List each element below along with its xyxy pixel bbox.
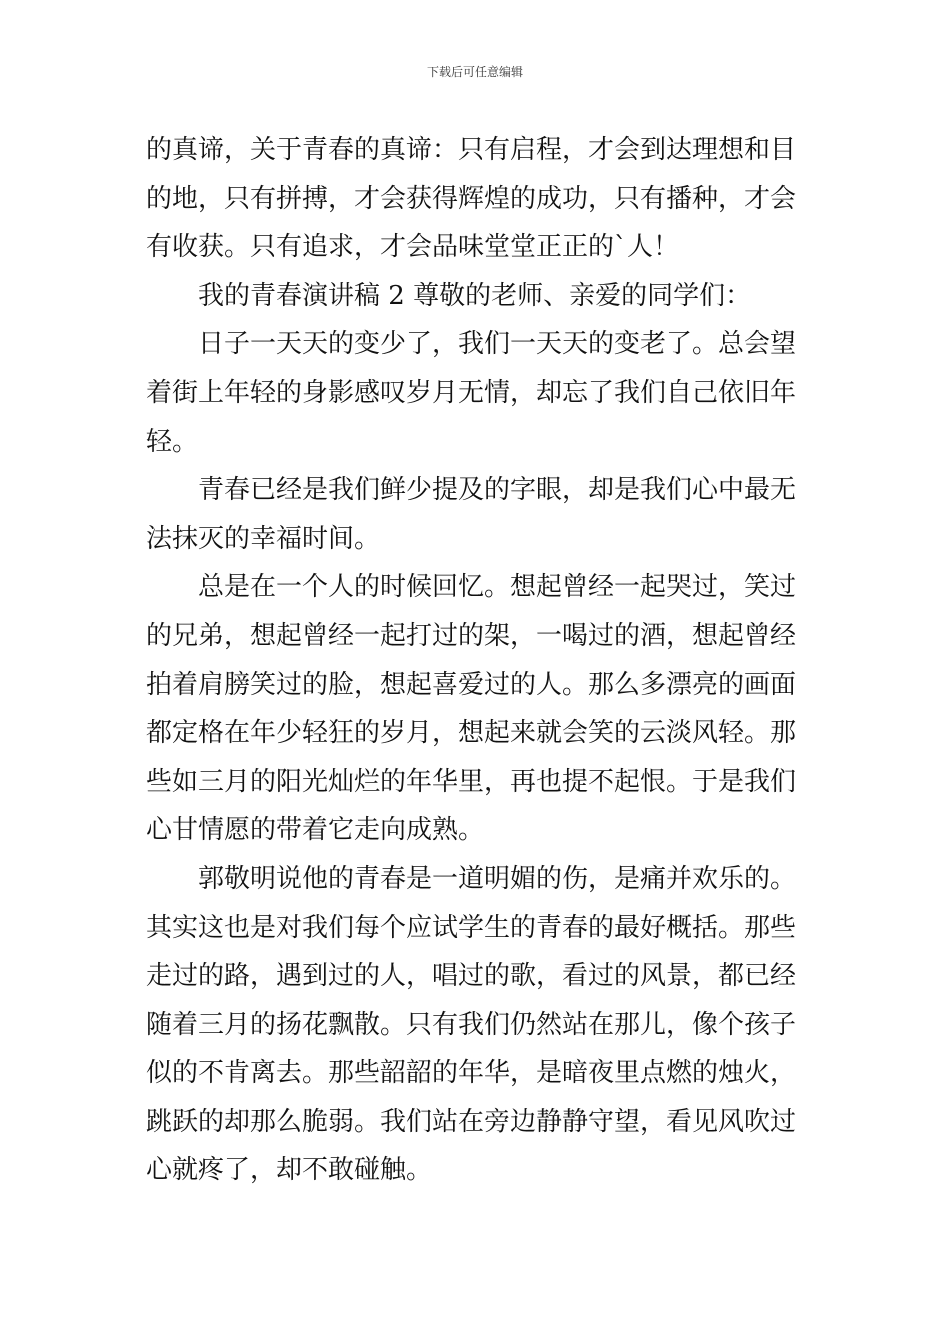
text-line: 跳跃的却那么脆弱。我们站在旁边静静守望，看见风吹过	[146, 1106, 797, 1137]
text-line: 的地，只有拼搏，才会获得辉煌的成功，只有播种，才会	[146, 183, 797, 214]
text-line: 心就疼了，却不敢碰触。	[146, 1155, 433, 1186]
text-line: 有收获。只有追求，才会品味堂堂正正的`人！	[146, 232, 680, 263]
text-line: 青春已经是我们鲜少提及的字眼，却是我们心中最无	[198, 475, 797, 506]
text-line: 着街上年轻的身影感叹岁月无情，却忘了我们自己依旧年	[146, 377, 797, 408]
text-line: 的真谛，关于青春的真谛：只有启程，才会到达理想和目	[146, 135, 797, 165]
text-line: 的兄弟，想起曾经一起打过的架，一喝过的酒，想起曾经	[146, 620, 797, 651]
text-line: 郭敬明说他的青春是一道明媚的伤，是痛并欢乐的。	[198, 863, 797, 894]
text-line: 日子一天天的变少了，我们一天天的变老了。总会望	[198, 329, 797, 360]
text-line: 都定格在年少轻狂的岁月，想起来就会笑的云淡风轻。那	[146, 718, 797, 749]
text-line: 随着三月的扬花飘散。只有我们仍然站在那儿，像个孩子	[146, 1009, 797, 1040]
text-line: 拍着肩膀笑过的脸，想起喜爱过的人。那么多漂亮的画面	[146, 669, 797, 700]
text-line: 轻。	[146, 426, 199, 457]
text-line: 似的不肯离去。那些韶韶的年华，是暗夜里点燃的烛火，	[146, 1058, 797, 1089]
text-line: 我的青春演讲稿 2 尊敬的老师、亲爱的同学们：	[198, 280, 752, 311]
text-line: 些如三月的阳光灿烂的年华里，再也提不起恨。于是我们	[146, 766, 797, 797]
text-line: 法抹灭的幸福时间。	[146, 523, 381, 554]
page-header: 下载后可任意编辑	[426, 65, 523, 79]
text-line: 走过的路，遇到过的人，唱过的歌，看过的风景，都已经	[146, 961, 797, 992]
text-line: 其实这也是对我们每个应试学生的青春的最好概括。那些	[146, 912, 797, 943]
text-line: 心甘情愿的带着它走向成熟。	[146, 815, 485, 846]
text-line: 总是在一个人的时候回忆。想起曾经一起哭过，笑过	[198, 572, 797, 603]
document-body	[146, 126, 811, 1195]
